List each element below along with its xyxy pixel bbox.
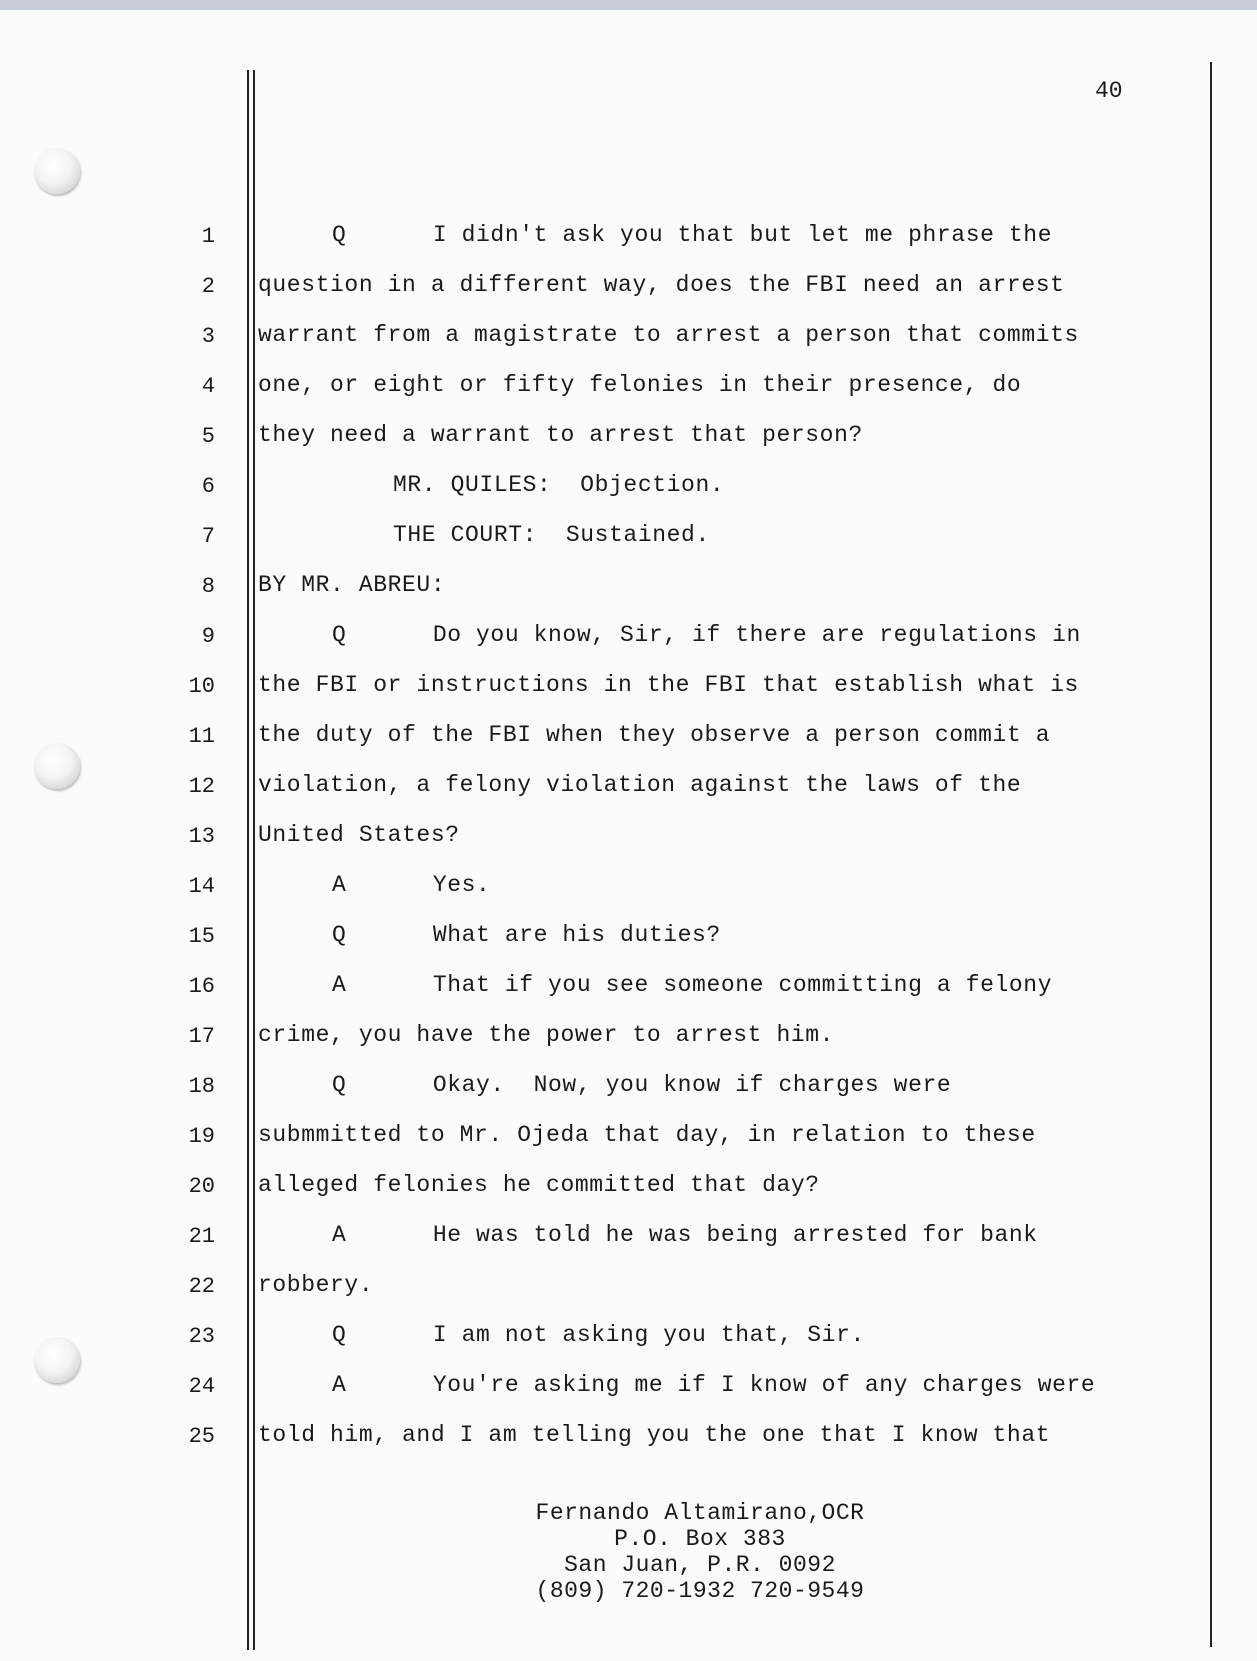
line-number: 9 xyxy=(201,624,215,649)
line-text: question in a different way, does the FBI need an arrest xyxy=(258,272,1065,298)
line-text: they need a warrant to arrest that person? xyxy=(258,422,863,448)
line-number: 14 xyxy=(188,874,215,899)
reporter-name: Fernando Altamirano,OCR xyxy=(535,1500,865,1526)
transcript-line xyxy=(0,1018,1257,1058)
transcript-line xyxy=(0,668,1257,708)
line-number: 22 xyxy=(188,1274,215,1299)
line-number: 23 xyxy=(188,1324,215,1349)
line-text: A That if you see someone committing a felony xyxy=(332,972,1053,998)
line-number: 13 xyxy=(188,824,215,849)
line-number: 18 xyxy=(188,1074,215,1099)
line-number: 6 xyxy=(201,474,215,499)
reporter-address-box: P.O. Box 383 xyxy=(614,1526,786,1552)
line-text: Q I didn't ask you that but let me phrase the xyxy=(332,222,1053,248)
reporter-phone: (809) 720-1932 720-9549 xyxy=(535,1578,865,1604)
line-text: United States? xyxy=(258,822,460,848)
transcript-line xyxy=(0,818,1257,858)
line-text: Q What are his duties? xyxy=(332,922,721,948)
line-text: Q Okay. Now, you know if charges were xyxy=(332,1072,952,1098)
line-number: 4 xyxy=(201,374,215,399)
transcript-line xyxy=(0,518,1257,558)
line-text: MR. QUILES: Objection. xyxy=(393,472,725,498)
transcript-page xyxy=(0,10,1257,1661)
line-text: A You're asking me if I know of any charges were xyxy=(332,1372,1096,1398)
transcript-line xyxy=(0,568,1257,608)
line-text: Q I am not asking you that, Sir. xyxy=(332,1322,865,1348)
line-number: 12 xyxy=(188,774,215,799)
line-number: 16 xyxy=(188,974,215,999)
line-number: 10 xyxy=(188,674,215,699)
line-text: alleged felonies he committed that day? xyxy=(258,1172,820,1198)
line-number: 21 xyxy=(188,1224,215,1249)
line-text: BY MR. ABREU: xyxy=(258,572,446,598)
transcript-line xyxy=(0,418,1257,458)
binder-hole-top xyxy=(34,148,80,194)
line-text: A Yes. xyxy=(332,872,491,898)
line-text: robbery. xyxy=(258,1272,374,1298)
line-number: 15 xyxy=(188,924,215,949)
reporter-address-city: San Juan, P.R. 0092 xyxy=(564,1552,836,1578)
transcript-line xyxy=(0,1118,1257,1158)
transcript-line xyxy=(0,918,1257,958)
line-number: 1 xyxy=(201,224,215,249)
line-text: one, or eight or fifty felonies in their presence, do xyxy=(258,372,1022,398)
line-number: 2 xyxy=(201,274,215,299)
line-text: told him, and I am telling you the one that I know that xyxy=(258,1422,1051,1448)
line-text: Q Do you know, Sir, if there are regulations in xyxy=(332,622,1081,648)
scan-top-edge xyxy=(0,0,1257,10)
transcript-line xyxy=(0,718,1257,758)
transcript-line xyxy=(0,618,1257,658)
transcript-line xyxy=(0,368,1257,408)
line-number: 7 xyxy=(201,524,215,549)
line-text: A He was told he was being arrested for bank xyxy=(332,1222,1038,1248)
transcript-line xyxy=(0,268,1257,308)
line-number: 24 xyxy=(188,1374,215,1399)
line-text: the FBI or instructions in the FBI that establish what is xyxy=(258,672,1079,698)
transcript-line xyxy=(0,768,1257,808)
transcript-line xyxy=(0,1368,1257,1408)
line-text: violation, a felony violation against the laws of the xyxy=(258,772,1022,798)
transcript-line xyxy=(0,1268,1257,1308)
reporter-footer xyxy=(400,1500,1000,1604)
transcript-line xyxy=(0,968,1257,1008)
page-number: 40 xyxy=(1095,78,1123,104)
transcript-line xyxy=(0,218,1257,258)
line-number: 5 xyxy=(201,424,215,449)
line-text: warrant from a magistrate to arrest a person that commits xyxy=(258,322,1079,348)
line-number: 20 xyxy=(188,1174,215,1199)
transcript-line xyxy=(0,1068,1257,1108)
line-text: the duty of the FBI when they observe a person commit a xyxy=(258,722,1051,748)
line-number: 8 xyxy=(201,574,215,599)
line-number: 25 xyxy=(188,1424,215,1449)
transcript-line xyxy=(0,868,1257,908)
transcript-line xyxy=(0,468,1257,508)
line-number: 17 xyxy=(188,1024,215,1049)
transcript-line xyxy=(0,1318,1257,1358)
line-number: 3 xyxy=(201,324,215,349)
transcript-line xyxy=(0,1418,1257,1458)
transcript-line xyxy=(0,1218,1257,1258)
transcript-line xyxy=(0,318,1257,358)
line-text: crime, you have the power to arrest him. xyxy=(258,1022,835,1048)
line-number: 11 xyxy=(188,724,215,749)
transcript-line xyxy=(0,1168,1257,1208)
line-text: THE COURT: Sustained. xyxy=(393,522,710,548)
line-number: 19 xyxy=(188,1124,215,1149)
line-text: submmitted to Mr. Ojeda that day, in relation to these xyxy=(258,1122,1036,1148)
